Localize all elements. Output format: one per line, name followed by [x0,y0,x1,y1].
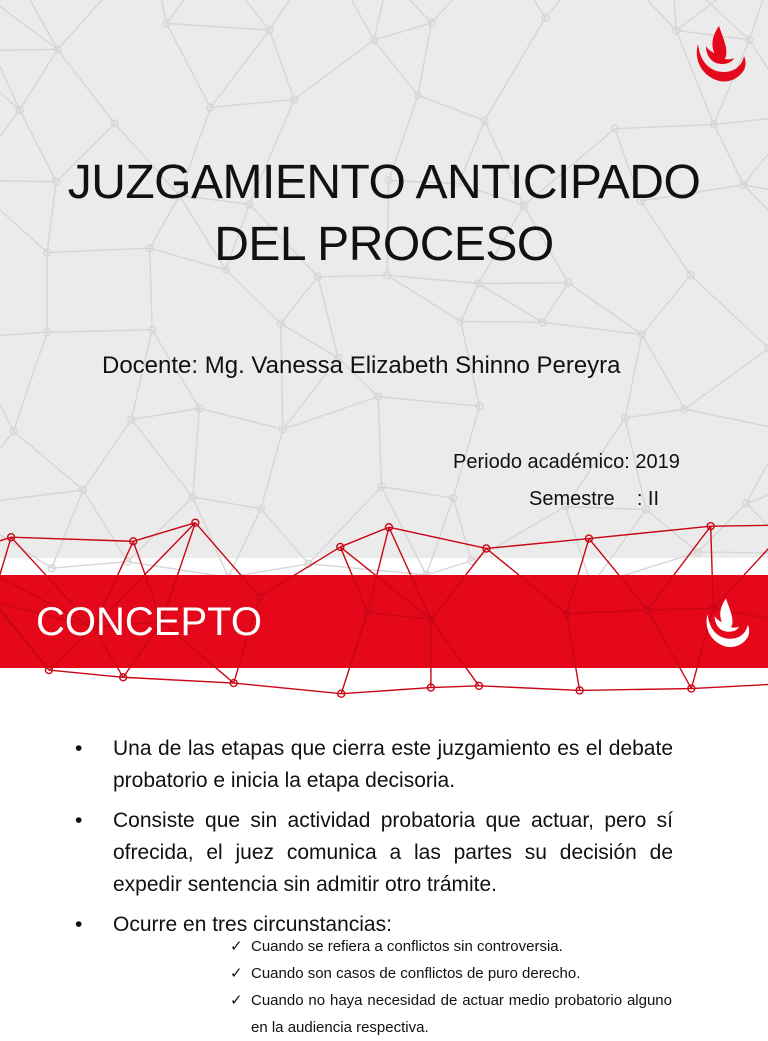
pattern-line [58,49,115,123]
concept-slide [0,575,768,1024]
concept-title: CONCEPTO [36,600,262,645]
pattern-line [431,620,479,686]
title-line-1: JUZGAMIENTO ANTICIPADO [0,152,768,214]
pattern-line [151,0,167,23]
pattern-line [426,561,471,575]
pattern-line [478,283,568,284]
pattern-line [685,348,768,409]
pattern-line [6,0,58,49]
upc-flame-logo [690,22,748,86]
pattern-line [0,0,20,110]
pattern-line [746,503,768,553]
check-text: Cuando se refiera a conflictos sin controversia. [251,938,563,955]
check-list [230,933,672,1041]
pattern-line [698,552,768,553]
upc-flame-logo-white [700,595,752,651]
pattern-line [381,487,453,498]
pattern-line [673,0,677,30]
pattern-line [0,338,14,432]
pattern-line [461,283,479,321]
pattern-line [199,408,283,429]
pattern-line [749,0,768,40]
pattern-line [485,18,546,121]
pattern-line [486,548,566,613]
pattern-line [0,431,14,506]
slide-title [0,152,768,276]
pattern-line [378,397,381,487]
pattern-line [294,40,374,99]
pattern-line [167,23,270,30]
pattern-line [269,30,294,99]
pattern-line [213,0,269,30]
pattern-line [691,684,768,689]
pattern-line [261,509,309,564]
pattern-line [471,507,565,561]
pattern-line [714,116,768,125]
pattern-line [167,23,211,107]
pattern-line [685,409,768,430]
pattern-line [167,0,214,23]
checkmark-icon: ✓ [230,987,243,1014]
pattern-line [378,397,479,406]
bullet-glyph: • [75,909,82,941]
checkmark-icon: ✓ [230,933,243,960]
pattern-line [341,612,367,694]
pattern-line [374,23,432,40]
pattern-line [387,275,478,283]
check-text: Cuando son casos de conflictos de puro derecho. [251,965,580,982]
pattern-line [234,683,342,694]
pattern-line [625,335,642,418]
pattern-line [698,503,747,552]
pattern-line [453,498,471,561]
pattern-line [625,409,685,418]
pattern-line [615,124,714,128]
bullet-item [75,805,673,901]
pattern-line [543,283,569,323]
pattern-line [374,40,418,95]
pattern-line [545,0,601,18]
pattern-line [479,686,580,691]
pattern-line [601,0,676,30]
pattern-line [52,562,128,569]
pattern-line [14,431,83,490]
pattern-line [0,0,58,49]
pattern-line [131,420,192,498]
check-item [230,933,672,960]
pattern-line [431,0,500,23]
pattern-line [418,95,485,120]
pattern-line [131,408,199,419]
pattern-line [500,0,545,18]
docente-text: Docente: Mg. Vanessa Elizabeth Shinno Pereyra [102,352,621,380]
check-text: Cuando no haya necesidad de actuar medio probatorio alguno en la audiencia respectiva. [251,992,672,1036]
checkmark-icon: ✓ [230,960,243,987]
pattern-line [58,0,151,49]
periodo-text: Periodo académico: 2019 [453,451,680,474]
pattern-line [580,689,692,691]
pattern-line [0,49,58,51]
bullet-glyph: • [75,733,82,765]
pattern-line [341,688,431,694]
pattern-line [368,612,432,620]
pattern-line [461,321,543,322]
pattern-line [318,277,338,358]
pattern-line [20,49,58,109]
pattern-line [431,548,486,619]
pattern-line [642,275,691,334]
pattern-line [308,487,381,564]
check-item [230,987,672,1041]
pattern-line [431,686,479,688]
pattern-line [283,397,378,430]
semestre-text: Semestre : II [529,488,659,511]
pattern-line [691,275,768,348]
pattern-line [210,99,294,107]
title-bar [0,575,768,668]
pattern-line [123,677,234,683]
pattern-line [193,497,261,509]
pattern-line [47,330,152,332]
bullet-glyph: • [75,805,82,837]
pattern-line [387,275,461,321]
pattern-line [746,473,768,503]
pattern-line [193,408,200,497]
pattern-line [642,335,685,410]
bullet-text: Ocurre en tres circunstancias: [113,913,392,936]
pattern-line [0,490,83,506]
pattern-line [646,510,698,553]
pattern-line [0,332,47,337]
pattern-line [418,23,432,95]
pattern-line [749,40,768,116]
bullet-list [75,733,673,949]
pattern-line [269,0,323,30]
pattern-line [324,0,374,40]
pattern-line [83,420,131,490]
pattern-line [374,0,389,40]
pattern-line [746,430,768,503]
pattern-line [566,610,647,614]
pattern-line [478,283,542,322]
pattern-line [226,270,281,324]
pattern-line [261,429,283,508]
pattern-line [193,497,229,577]
bullet-text: Una de las etapas que cierra este juzgamiento es el debate probatorio e inicia la etapa decisoria. [113,737,673,792]
pattern-line [14,332,48,431]
pattern-line [0,51,20,110]
title-line-2: DEL PROCESO [0,214,768,276]
pattern-line [648,610,692,689]
pattern-line [83,490,127,562]
bullet-item [75,733,673,797]
pattern-line [566,614,579,691]
pattern-line [281,277,318,324]
pattern-line [210,30,269,108]
pattern-line [389,0,432,23]
check-item [230,960,672,987]
pattern-line [52,490,83,568]
bullet-text: Consiste que sin actividad probatoria que actuar, pero sí ofrecida, el juez comunica a las partes su decisión de expedir sentencia sin admitir otro trámite. [113,809,673,896]
pattern-line [49,670,123,677]
